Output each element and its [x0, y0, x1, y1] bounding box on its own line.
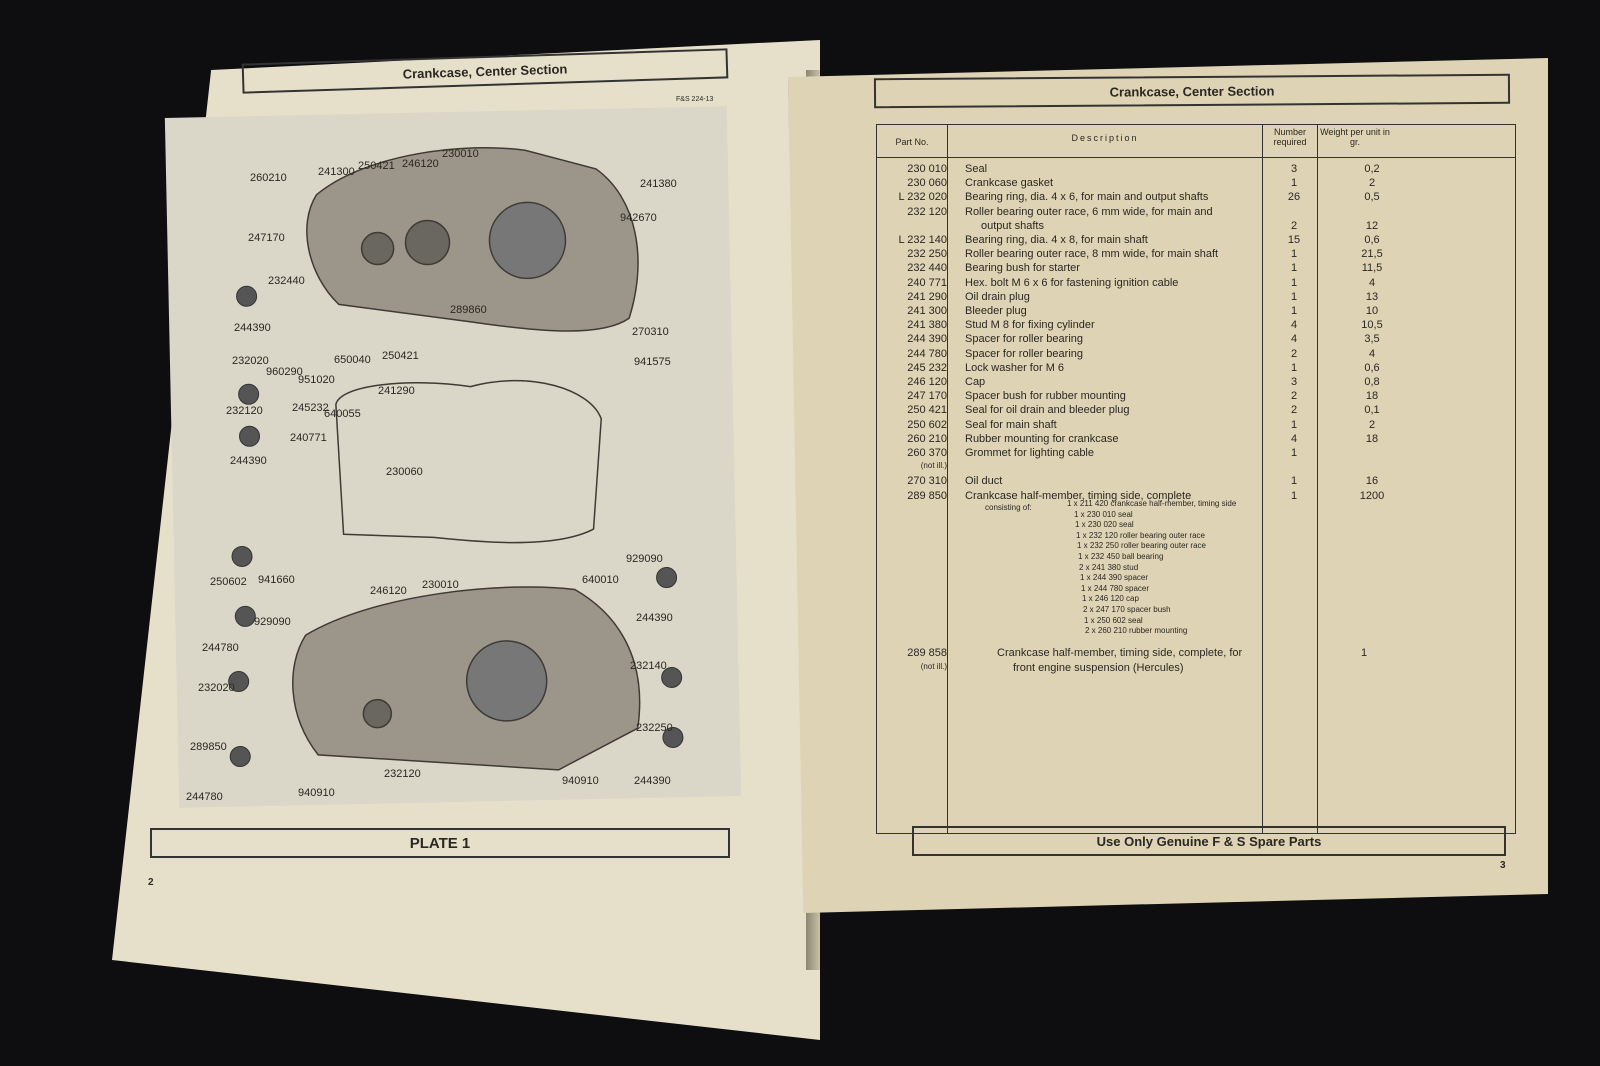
cell-desc: Crankcase half-member, timing side, complete	[965, 489, 1192, 502]
cell-num: 3	[1290, 163, 1298, 175]
cell-wt: 3,5	[1364, 333, 1380, 346]
cell-desc: Bearing ring, dia. 4 x 8, for main shaft	[965, 234, 1148, 246]
part-callout-label: 230010	[442, 148, 479, 160]
cell-num: 4	[1290, 432, 1298, 445]
table-row	[877, 177, 1517, 191]
part-callout-label: 232120	[226, 405, 263, 417]
cell-desc: Seal for main shaft	[965, 418, 1057, 431]
part-callout-label: 232020	[198, 682, 235, 694]
consisting-item: 1 x 230 020 seal	[1075, 520, 1134, 530]
cell-wt: 0,6	[1364, 361, 1380, 374]
consisting-item: 1 x 211 420 crankcase half-member, timing side	[1067, 499, 1237, 508]
cell-desc: Spacer for roller bearing	[965, 333, 1084, 346]
part-callout-label: 244780	[202, 642, 239, 654]
cell-desc: Bearing bush for starter	[965, 262, 1080, 275]
table-row	[877, 248, 1517, 262]
cell-wt: 0,2	[1364, 163, 1380, 175]
consisting-item: 2 x 247 170 spacer bush	[1083, 605, 1171, 614]
cell-num: 1	[1290, 305, 1298, 317]
cell-desc: Seal	[965, 163, 988, 175]
part-callout-label: 250602	[210, 576, 247, 588]
cell-part: 241 380	[907, 319, 947, 332]
part-callout-label: 232120	[384, 768, 421, 780]
cell-wt: 21,5	[1361, 248, 1383, 261]
table-row	[877, 390, 1517, 404]
table-row	[877, 404, 1517, 418]
part-callout-label: 250421	[382, 350, 419, 362]
cell-wt: 4	[1368, 347, 1376, 360]
cell-part: 240 771	[907, 276, 947, 289]
consisting-item: 2 x 241 380 stud	[1079, 562, 1139, 572]
cell-num: 1	[1290, 276, 1298, 289]
cell-desc: Oil drain plug	[965, 290, 1030, 303]
cell-wt: 0,1	[1364, 404, 1380, 417]
part-callout-label: 640055	[324, 408, 361, 420]
cell-num: 1	[1290, 262, 1298, 275]
table-row	[877, 376, 1517, 390]
cell-num: 15	[1287, 234, 1301, 246]
cell-part: 230 060	[907, 177, 947, 190]
table-row	[877, 447, 1517, 461]
cell-desc: Bearing ring, dia. 4 x 6, for main and output shafts	[965, 191, 1209, 204]
consisting-item: 1 x 250 602 seal	[1084, 615, 1143, 625]
part-callout-label: 246120	[402, 158, 439, 170]
part-callout-label: 232020	[232, 355, 269, 367]
cell-part: 241 300	[907, 305, 947, 317]
consisting-item: 1 x 232 450 ball bearing	[1078, 552, 1164, 561]
consisting-item: 1 x 246 120 cap	[1082, 594, 1139, 604]
cell-num: 2	[1290, 390, 1298, 403]
cell-desc: Rubber mounting for crankcase	[965, 432, 1119, 445]
cell-num: 1	[1290, 475, 1298, 488]
part-callout-label: 244390	[636, 612, 673, 624]
cell-wt: 16	[1365, 475, 1379, 488]
part-callout-label: 244390	[234, 322, 271, 334]
figure-reference: F&S 224-13	[676, 96, 714, 103]
cell-desc: Crankcase gasket	[965, 177, 1054, 190]
cell-part: 232 250	[907, 248, 947, 261]
part-callout-label: 951020	[298, 374, 335, 386]
cell-wt: 0,5	[1364, 191, 1380, 204]
cell-wt: 0,6	[1364, 234, 1380, 246]
part-callout-label: 244390	[230, 455, 267, 467]
part-callout-label: 230060	[386, 466, 423, 478]
part-callout-label: 650040	[334, 354, 371, 366]
cell-num: 1	[1290, 361, 1298, 374]
cell-wt: 10	[1365, 305, 1379, 317]
cell-desc: Spacer for roller bearing	[965, 347, 1084, 360]
cell-wt: 18	[1365, 432, 1379, 445]
part-callout-label: 940910	[562, 775, 599, 787]
part-callout-label: 260210	[250, 172, 287, 184]
table-row	[877, 220, 1517, 234]
cell-wt: 12	[1365, 219, 1379, 232]
cell-wt: 2	[1368, 418, 1376, 431]
cell-part: L 232 140	[898, 234, 947, 246]
table-row	[877, 206, 1517, 220]
cell-part: 250 421	[907, 404, 947, 417]
table-row	[877, 163, 1517, 177]
cell-desc: Grommet for lighting cable	[965, 447, 1094, 459]
cell-part: 241 290	[907, 290, 947, 303]
right-page-number: 3	[1500, 860, 1506, 871]
cell-desc: Bleeder plug	[965, 305, 1027, 317]
table-row	[877, 461, 1517, 475]
cell-wt: 18	[1365, 390, 1379, 403]
cell-wt: 1200	[1359, 489, 1385, 502]
cell-wt: 2	[1368, 177, 1376, 190]
consisting-item: 1 x 232 250 roller bearing outer race	[1077, 541, 1206, 551]
table-row	[877, 333, 1517, 347]
table-row	[877, 191, 1517, 205]
cell-desc: Spacer bush for rubber mounting	[965, 390, 1126, 403]
cell-wt: 10,5	[1361, 319, 1383, 332]
part-callout-label: 289850	[190, 741, 227, 753]
part-callout-label: 244780	[186, 791, 223, 803]
part-callout-label: 942670	[620, 212, 657, 224]
cell-part: 245 232	[907, 361, 947, 374]
cell-part: 232 120	[907, 205, 947, 218]
part-callout-label: 929090	[626, 553, 663, 565]
header-weight: Weight per unit in gr.	[1320, 127, 1390, 147]
cell-num: 1	[1290, 418, 1298, 431]
cell-num: 2	[1290, 404, 1298, 417]
cell-wt: 0,8	[1364, 376, 1380, 388]
cell-wt: 4	[1368, 276, 1376, 289]
cell-part: 260 370	[907, 447, 947, 459]
cell-part: 230 010	[907, 163, 947, 175]
cell-num: 1	[1290, 489, 1298, 502]
table-row	[877, 348, 1517, 362]
left-page-number: 2	[148, 877, 154, 888]
table-row-last: 289 858 Crankcase half-member, timing side, complete, for 1	[907, 647, 1368, 659]
footer-banner: Use Only Genuine F & S Spare Parts	[912, 826, 1506, 856]
part-callout-label: 245232	[292, 402, 329, 414]
part-callout-label: 247170	[248, 232, 285, 244]
cell-num: 1	[1290, 248, 1298, 261]
table-row	[877, 305, 1517, 319]
cell-desc: Cap	[965, 376, 986, 388]
table-row	[877, 475, 1517, 489]
consisting-item: 2 x 260 210 rubber mounting	[1085, 626, 1188, 636]
cell-desc: Seal for oil drain and bleeder plug	[965, 404, 1130, 417]
consisting-item: 1 x 232 120 roller bearing outer race	[1076, 530, 1205, 540]
cell-desc: Stud M 8 for fixing cylinder	[965, 319, 1095, 332]
header-part-no: Part No.	[895, 137, 929, 147]
part-callout-label: 241290	[378, 385, 415, 397]
cell-part: 244 780	[907, 347, 947, 360]
cell-wt: 13	[1365, 290, 1379, 303]
part-callout-label: 244390	[634, 775, 671, 787]
table-row-last-cont: (not ill.) front engine suspension (Hercules)	[920, 662, 1184, 674]
cell-desc: output shafts	[981, 219, 1044, 232]
cell-desc: Oil duct	[965, 475, 1003, 488]
table-row	[877, 362, 1517, 376]
cell-num: 26	[1287, 191, 1301, 204]
cell-desc: Hex. bolt M 6 x 6 for fastening ignition cable	[965, 276, 1179, 289]
part-callout-label: 241380	[640, 178, 677, 190]
cell-part: 260 210	[907, 432, 947, 445]
table-row	[877, 277, 1517, 291]
cell-num: 1	[1290, 447, 1298, 459]
plate-label: PLATE 1	[150, 828, 730, 858]
cell-part: 247 170	[907, 390, 947, 403]
table-row	[877, 433, 1517, 447]
part-callout-label: 232440	[268, 275, 305, 287]
cell-part: 289 850	[907, 489, 947, 502]
table-row	[877, 262, 1517, 276]
cell-desc: Roller bearing outer race, 6 mm wide, for main and	[965, 205, 1213, 218]
cell-wt: 11,5	[1361, 262, 1383, 275]
cell-part: 250 602	[907, 418, 947, 431]
part-callout-label: 941575	[634, 356, 671, 368]
part-callout-label: 941660	[258, 574, 295, 586]
part-callout-label: 232140	[630, 660, 667, 672]
consisting-item: 1 x 244 390 spacer	[1080, 573, 1149, 583]
table-row	[877, 291, 1517, 305]
cell-num: 1	[1290, 290, 1298, 303]
cell-part: 270 310	[907, 475, 947, 488]
cell-part: (not ill.)	[920, 461, 947, 471]
table-row	[877, 419, 1517, 433]
cell-num: 2	[1290, 347, 1298, 360]
consisting-label: consisting of:	[985, 503, 1032, 512]
right-page-title: Crankcase, Center Section	[874, 74, 1510, 108]
part-callout-label: 250421	[358, 160, 395, 172]
part-callout-label: 289860	[450, 304, 487, 316]
cell-num: 4	[1290, 333, 1298, 346]
consisting-item: 1 x 230 010 seal	[1074, 509, 1133, 519]
part-callout-label: 929090	[254, 616, 291, 628]
part-callout-label: 940910	[298, 787, 335, 799]
cell-part: 244 390	[907, 333, 947, 346]
part-callout-label: 960290	[266, 366, 303, 378]
table-row	[877, 319, 1517, 333]
part-callout-label: 241300	[318, 166, 355, 178]
consisting-item: 1 x 244 780 spacer	[1081, 583, 1150, 593]
part-callout-label: 240771	[290, 432, 327, 444]
left-page-title: Crankcase, Center Section	[242, 48, 729, 93]
cell-num: 1	[1290, 177, 1298, 190]
table-row	[877, 234, 1517, 248]
header-number: Number required	[1273, 127, 1307, 147]
cell-part: 232 440	[907, 262, 947, 275]
part-callout-label: 246120	[370, 585, 407, 597]
cell-num: 3	[1290, 376, 1298, 388]
part-callout-label: 640010	[582, 574, 619, 586]
cell-num: 2	[1290, 219, 1298, 232]
cell-num: 4	[1290, 319, 1298, 332]
cell-part: L 232 020	[898, 191, 947, 204]
cell-part: 246 120	[907, 376, 947, 388]
parts-table	[876, 124, 1516, 834]
header-description: Description	[1071, 133, 1139, 143]
part-callout-label: 270310	[632, 326, 669, 338]
cell-desc: Lock washer for M 6	[965, 361, 1065, 374]
part-callout-label: 232250	[636, 722, 673, 734]
cell-desc: Roller bearing outer race, 8 mm wide, for main shaft	[965, 248, 1219, 261]
part-callout-label: 230010	[422, 579, 459, 591]
